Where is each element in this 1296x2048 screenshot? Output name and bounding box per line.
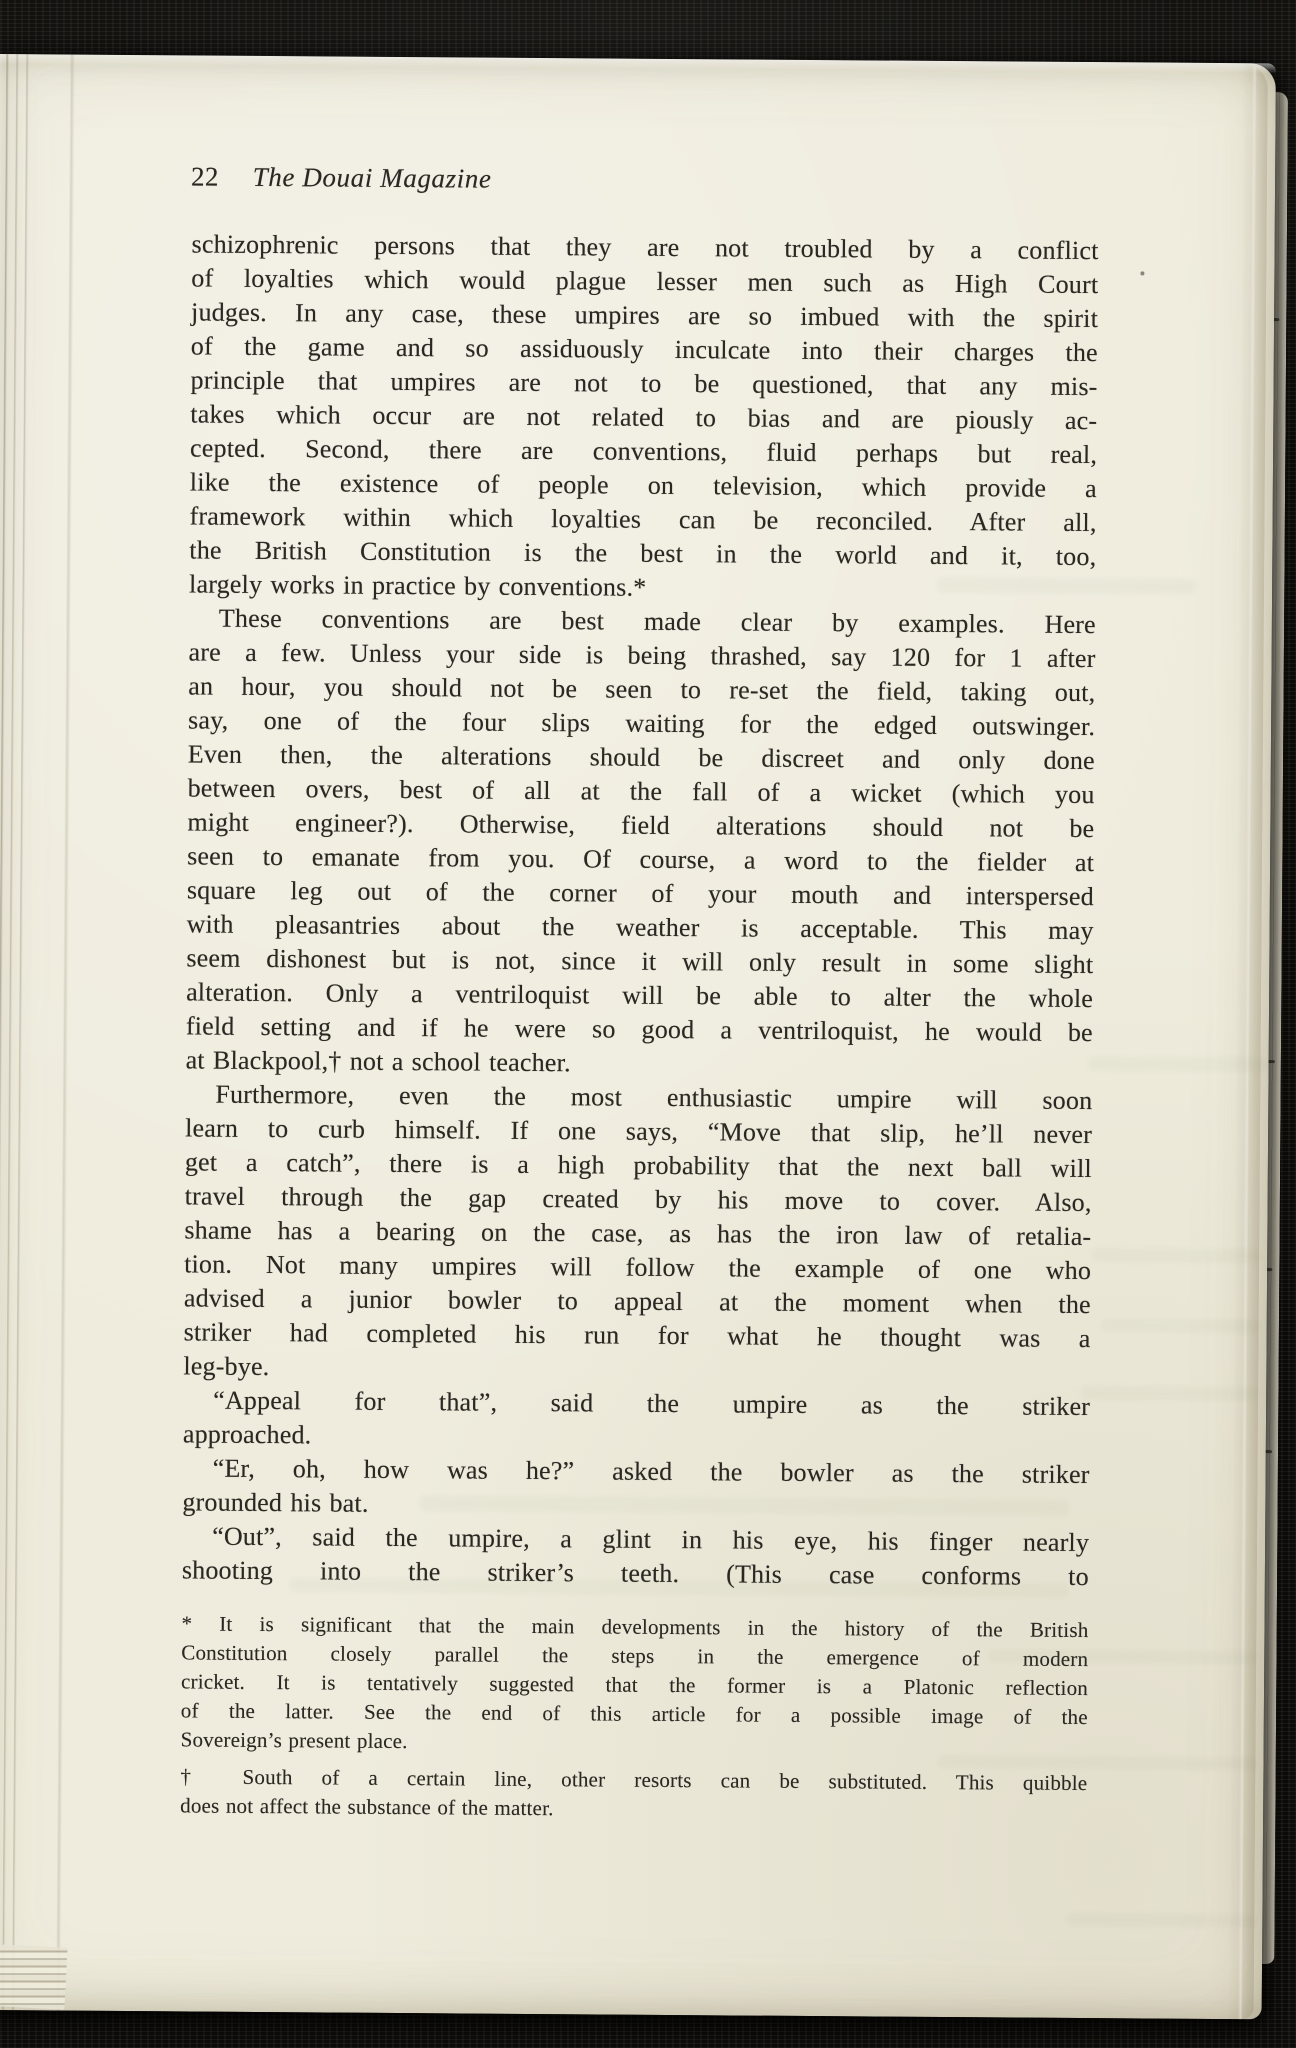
page-stack-bottom-left: [0, 1944, 68, 2009]
text-line: cepted. Second, there are conventions, fluid perhaps but real,: [190, 433, 1098, 470]
text-line: with pleasantries about the weather is acceptable. This may: [186, 909, 1094, 946]
text-line: field setting and if he were so good a ventriloquist, he would be: [185, 1011, 1093, 1048]
text-line: Furthermore, even the most enthusiastic umpire will soon: [215, 1079, 1093, 1116]
text-line: seen to emanate from you. Of course, a word to the fielder at: [187, 841, 1095, 878]
para: [182, 1519, 1089, 1594]
para: [186, 601, 1096, 1084]
page: [0, 54, 1276, 2019]
text-line: does not affect the substance of the matter.: [180, 1793, 554, 1821]
text-line: “Appeal for that”, said the umpire as the striker: [213, 1385, 1091, 1422]
text-line: between overs, best of all at the fall of a wicket (which you: [187, 773, 1095, 810]
text-line: alteration. Only a ventriloquist will be able to alter the whole: [186, 977, 1094, 1014]
text-line: grounded his bat.: [182, 1487, 369, 1518]
text-line: get a catch”, there is a high probability that the next ball will: [184, 1147, 1092, 1184]
text-line: † South of a certain line, other resorts can be substituted. This quibble: [180, 1764, 1088, 1796]
scan-speck: [1140, 271, 1144, 275]
text-line: shame has a bearing on the case, as has the iron law of retalia-: [184, 1215, 1092, 1252]
text-line: of loyalties which would plague lesser men such as High Court: [191, 263, 1099, 300]
text-line: “Er, oh, how was he?” asked the bowler as the striker: [212, 1453, 1090, 1490]
text-line: largely works in practice by conventions.*: [189, 569, 647, 602]
text-line: seem dishonest but is not, since it will only result in some slight: [186, 943, 1094, 980]
text-line: travel through the gap created by his move to cover. Also,: [184, 1181, 1092, 1218]
show-through-artifact: [1091, 1248, 1261, 1263]
footnotes: [180, 1609, 1089, 1827]
text-line: takes which occur are not related to bias and are piously ac-: [190, 399, 1098, 436]
text-line: say, one of the four slips waiting for the edged outswinger.: [188, 705, 1096, 742]
text-line: like the existence of people on television, which provide a: [189, 467, 1097, 504]
text-line: framework within which loyalties can be reconciled. After all,: [189, 501, 1097, 538]
para: [183, 1383, 1090, 1458]
text-line: Constitution closely parallel the steps in the emergence of modern: [181, 1640, 1089, 1672]
text-line: These conventions are best made clear by examples. Here: [218, 603, 1096, 640]
magazine-title: The Douai Magazine: [252, 161, 492, 194]
text-line: of the game and so assiduously inculcate into their charges the: [190, 331, 1098, 368]
text-line: Sovereign’s present place.: [180, 1727, 408, 1754]
text-line: advised a junior bowler to appeal at the moment when the: [183, 1283, 1091, 1320]
show-through-artifact: [1101, 1318, 1261, 1333]
text-line: shooting into the striker’s teeth. (This case conforms to: [181, 1555, 1089, 1592]
page-number: 22: [190, 161, 219, 192]
para: [189, 227, 1099, 608]
text-line: schizophrenic persons that they are not troubled by a conflict: [191, 229, 1099, 266]
show-through-artifact: [1080, 1386, 1260, 1401]
binding-gutter: [0, 54, 89, 2011]
footnote: [180, 1762, 1087, 1827]
footnote: [181, 1609, 1089, 1761]
text-line: leg-bye.: [183, 1351, 270, 1382]
text-line: cricket. It is tentatively suggested that the former is a Platonic reflection: [180, 1669, 1089, 1701]
text-line: tion. Not many umpires will follow the example of one who: [184, 1249, 1092, 1286]
text-line: learn to curb himself. If one says, “Move that slip, he’ll never: [185, 1113, 1093, 1150]
text-line: “Out”, said the umpire, a glint in his eye, his finger nearly: [212, 1521, 1090, 1558]
text-line: might engineer?). Otherwise, field alterations should not be: [187, 807, 1095, 844]
text-line: principle that umpires are not to be questioned, that any mis-: [190, 365, 1098, 402]
text-line: * It is significant that the main developments in the history of the British: [181, 1611, 1089, 1643]
text-line: striker had completed his run for what he thought was a: [183, 1317, 1091, 1354]
text-line: judges. In any case, these umpires are so imbued with the spirit: [191, 297, 1099, 334]
running-head: [191, 161, 492, 194]
text-line: the British Constitution is the best in the world and it, too,: [189, 535, 1097, 572]
show-through-artifact: [1066, 1913, 1256, 1927]
show-through-artifact: [1088, 1056, 1268, 1072]
text-line: of the latter. See the end of this article for a possible image of the: [180, 1698, 1088, 1730]
text-line: square leg out of the corner of your mouth and interspersed: [186, 875, 1094, 912]
body-text: [182, 227, 1099, 1594]
para: [182, 1451, 1089, 1526]
text-line: at Blackpool,† not a school teacher.: [185, 1045, 571, 1078]
text-line: approached.: [182, 1419, 312, 1450]
page-right-crease: [1228, 63, 1268, 2019]
text-line: Even then, the alterations should be discreet and only done: [187, 739, 1095, 776]
text-line: an hour, you should not be seen to re-set the field, taking out,: [188, 671, 1096, 708]
para: [183, 1077, 1092, 1390]
text-line: are a few. Unless your side is being thrashed, say 120 for 1 after: [188, 637, 1096, 674]
